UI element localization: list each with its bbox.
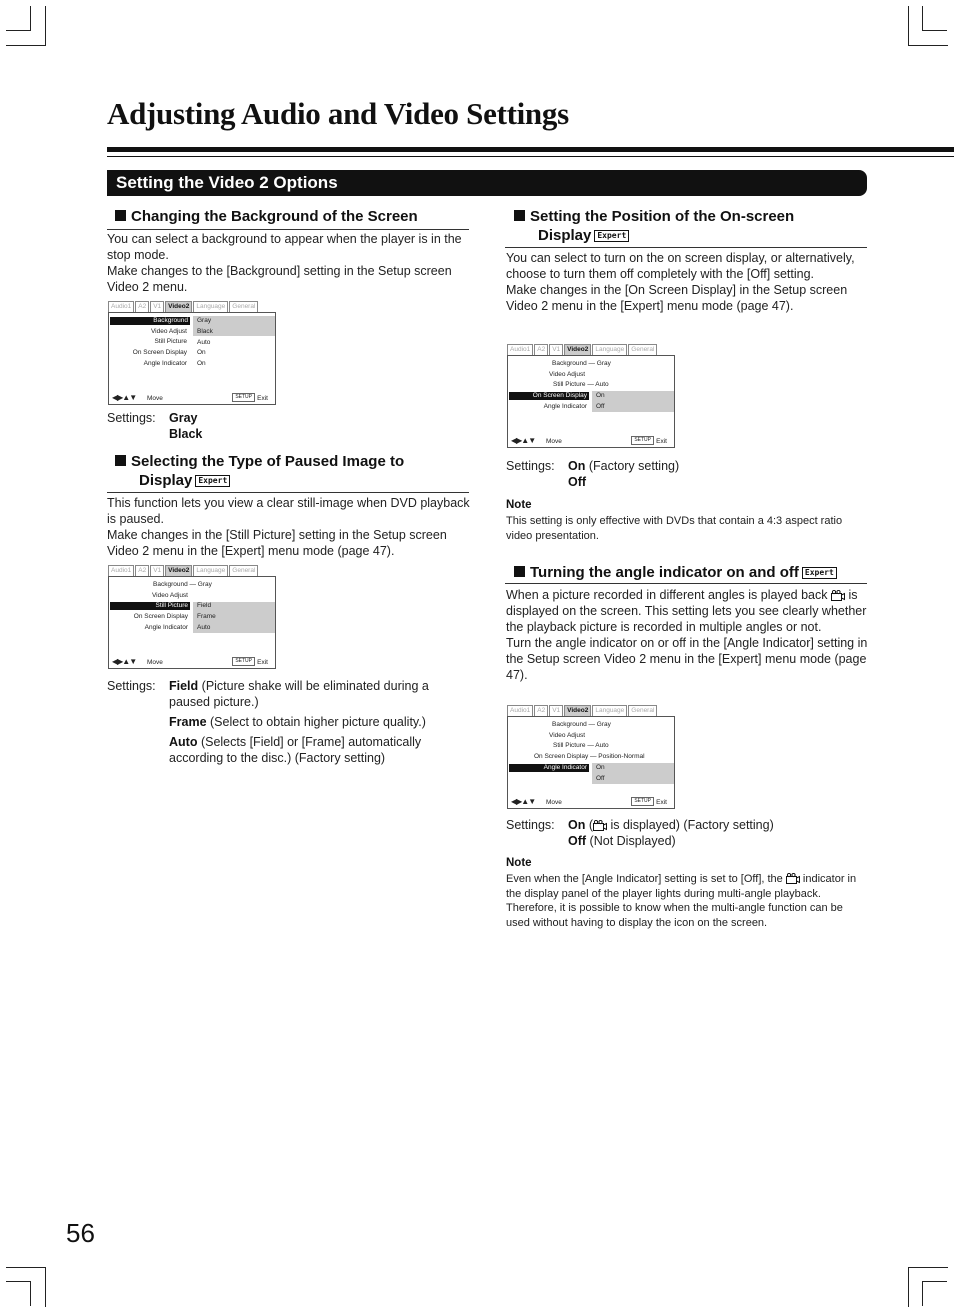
note-angle-indicator: Even when the [Angle Indicator] setting is set to [Off], the indicator in the display panel of the player lights during multi-angle playback. Therefore, it is possible to know when the multi-angle function can be used without having to display the icon on the screen. bbox=[506, 873, 857, 930]
crop-mark bbox=[30, 6, 31, 31]
settings-on-screen-display: Settings: On (Factory setting) Off bbox=[506, 459, 680, 489]
arrow-keys-icon: ◀▶▲▼ bbox=[511, 436, 536, 445]
crop-mark bbox=[922, 1281, 947, 1282]
title-rule-thin bbox=[107, 156, 954, 157]
arrow-keys-icon: ◀▶▲▼ bbox=[112, 393, 137, 402]
settings-still-picture: Settings: Field (Picture shake will be eliminated during a paused picture.) Frame (Select to obtain higher picture quality.) Auto (Selects [Field] or [Frame] automatically according to the disc.) (Factory setting) bbox=[107, 679, 429, 765]
heading-rule bbox=[107, 229, 469, 230]
angle-camera-icon bbox=[593, 820, 607, 831]
background-description: You can select a background to appear when the player is in the stop mode. Make changes to the [Background] setting in the Setup screen Video 2 menu. bbox=[107, 232, 462, 294]
section-banner: Setting the Video 2 Options bbox=[107, 170, 867, 196]
crop-mark bbox=[908, 45, 948, 46]
crop-mark bbox=[922, 30, 947, 31]
heading-angle-indicator: Turning the angle indicator on and off Expert bbox=[514, 563, 874, 582]
crop-mark bbox=[922, 6, 923, 31]
page-title: Adjusting Audio and Video Settings bbox=[107, 96, 569, 131]
angle-camera-icon bbox=[786, 873, 800, 884]
crop-mark bbox=[908, 1267, 948, 1268]
arrow-keys-icon: ◀▶▲▼ bbox=[511, 797, 536, 806]
heading-rule bbox=[107, 492, 469, 493]
settings-angle-indicator: Settings: On ( is displayed) (Factory setting) Off (Not Displayed) bbox=[506, 818, 774, 848]
angle-camera-icon bbox=[831, 590, 845, 601]
expert-badge: Expert bbox=[195, 475, 230, 487]
page-number: 56 bbox=[66, 1218, 95, 1248]
crop-mark bbox=[45, 1267, 46, 1307]
crop-mark bbox=[45, 6, 46, 46]
crop-mark bbox=[908, 6, 909, 46]
angle-indicator-description: When a picture recorded in different angles is played back is displayed on the screen. This setting lets you see clearly whether the playback picture is recorded in multiple angles or not. Turn the angle indicator on or off in the [Angle Indicator] setting in the Setup screen Video 2 menu in the [Expert] menu mode (page 47). bbox=[506, 588, 868, 682]
paused-image-description: This function lets you view a clear still-image when DVD playback is paused. Make changes in the [Still Picture] setting in the Setup screen Video 2 menu in the [Expert] menu mode (page 47). bbox=[107, 496, 470, 558]
crop-mark bbox=[6, 30, 31, 31]
crop-mark bbox=[6, 1267, 46, 1268]
menu-screenshot-angle-indicator: Audio1 A2 V1 Video2 Language General Background — Gray Video Adjust Still Picture — Auto On Screen Display — Position-Normal Angle Indicator On Off ◀▶▲▼ Move SETUP Exit bbox=[507, 705, 675, 809]
menu-screenshot-background: Audio1 A2 V1 Video2 Language General Background Video Adjust Still Picture On Screen Display Angle Indicator Gray Black Auto On On ◀▶▲▼ Move SETUP Exit bbox=[108, 301, 276, 405]
note-on-screen-display: This setting is only effective with DVDs that contain a 4:3 aspect ratio video presentation. bbox=[506, 515, 843, 542]
crop-mark bbox=[6, 1281, 31, 1282]
on-screen-display-description: You can select to turn on the on screen display, or alternatively, choose to turn them off completely with the [Off] setting. Make changes in the [On Screen Display] in the Setup screen Video 2 menu in the [Expert] menu mode (page 47). bbox=[506, 251, 855, 313]
menu-screenshot-on-screen-display: Audio1 A2 V1 Video2 Language General Background — Gray Video Adjust Still Picture — Auto On Screen Display Angle Indicator On Off ◀▶▲▼ Move SETUP Exit bbox=[507, 344, 675, 448]
expert-badge: Expert bbox=[594, 230, 629, 242]
heading-rule bbox=[505, 247, 867, 248]
heading-rule bbox=[505, 583, 867, 584]
crop-mark bbox=[908, 1267, 909, 1307]
heading-background: Changing the Background of the Screen bbox=[115, 207, 475, 226]
note-heading: Note bbox=[506, 857, 532, 869]
crop-mark bbox=[30, 1281, 31, 1306]
expert-badge: Expert bbox=[802, 567, 837, 579]
crop-mark bbox=[922, 1281, 923, 1306]
arrow-keys-icon: ◀▶▲▼ bbox=[112, 657, 137, 666]
title-rule bbox=[107, 147, 954, 152]
heading-paused-image: Selecting the Type of Paused Image to Display Expert bbox=[115, 452, 475, 490]
note-heading: Note bbox=[506, 499, 532, 511]
heading-on-screen-display: Setting the Position of the On-screen Display Expert bbox=[514, 207, 874, 245]
settings-background: Settings: Gray Black bbox=[107, 411, 203, 441]
menu-screenshot-still-picture: Audio1 A2 V1 Video2 Language General Background — Gray Video Adjust Still Picture On Screen Display Angle Indicator Field Frame Auto ◀▶▲▼ Move SETUP Exit bbox=[108, 565, 276, 669]
crop-mark bbox=[6, 45, 46, 46]
